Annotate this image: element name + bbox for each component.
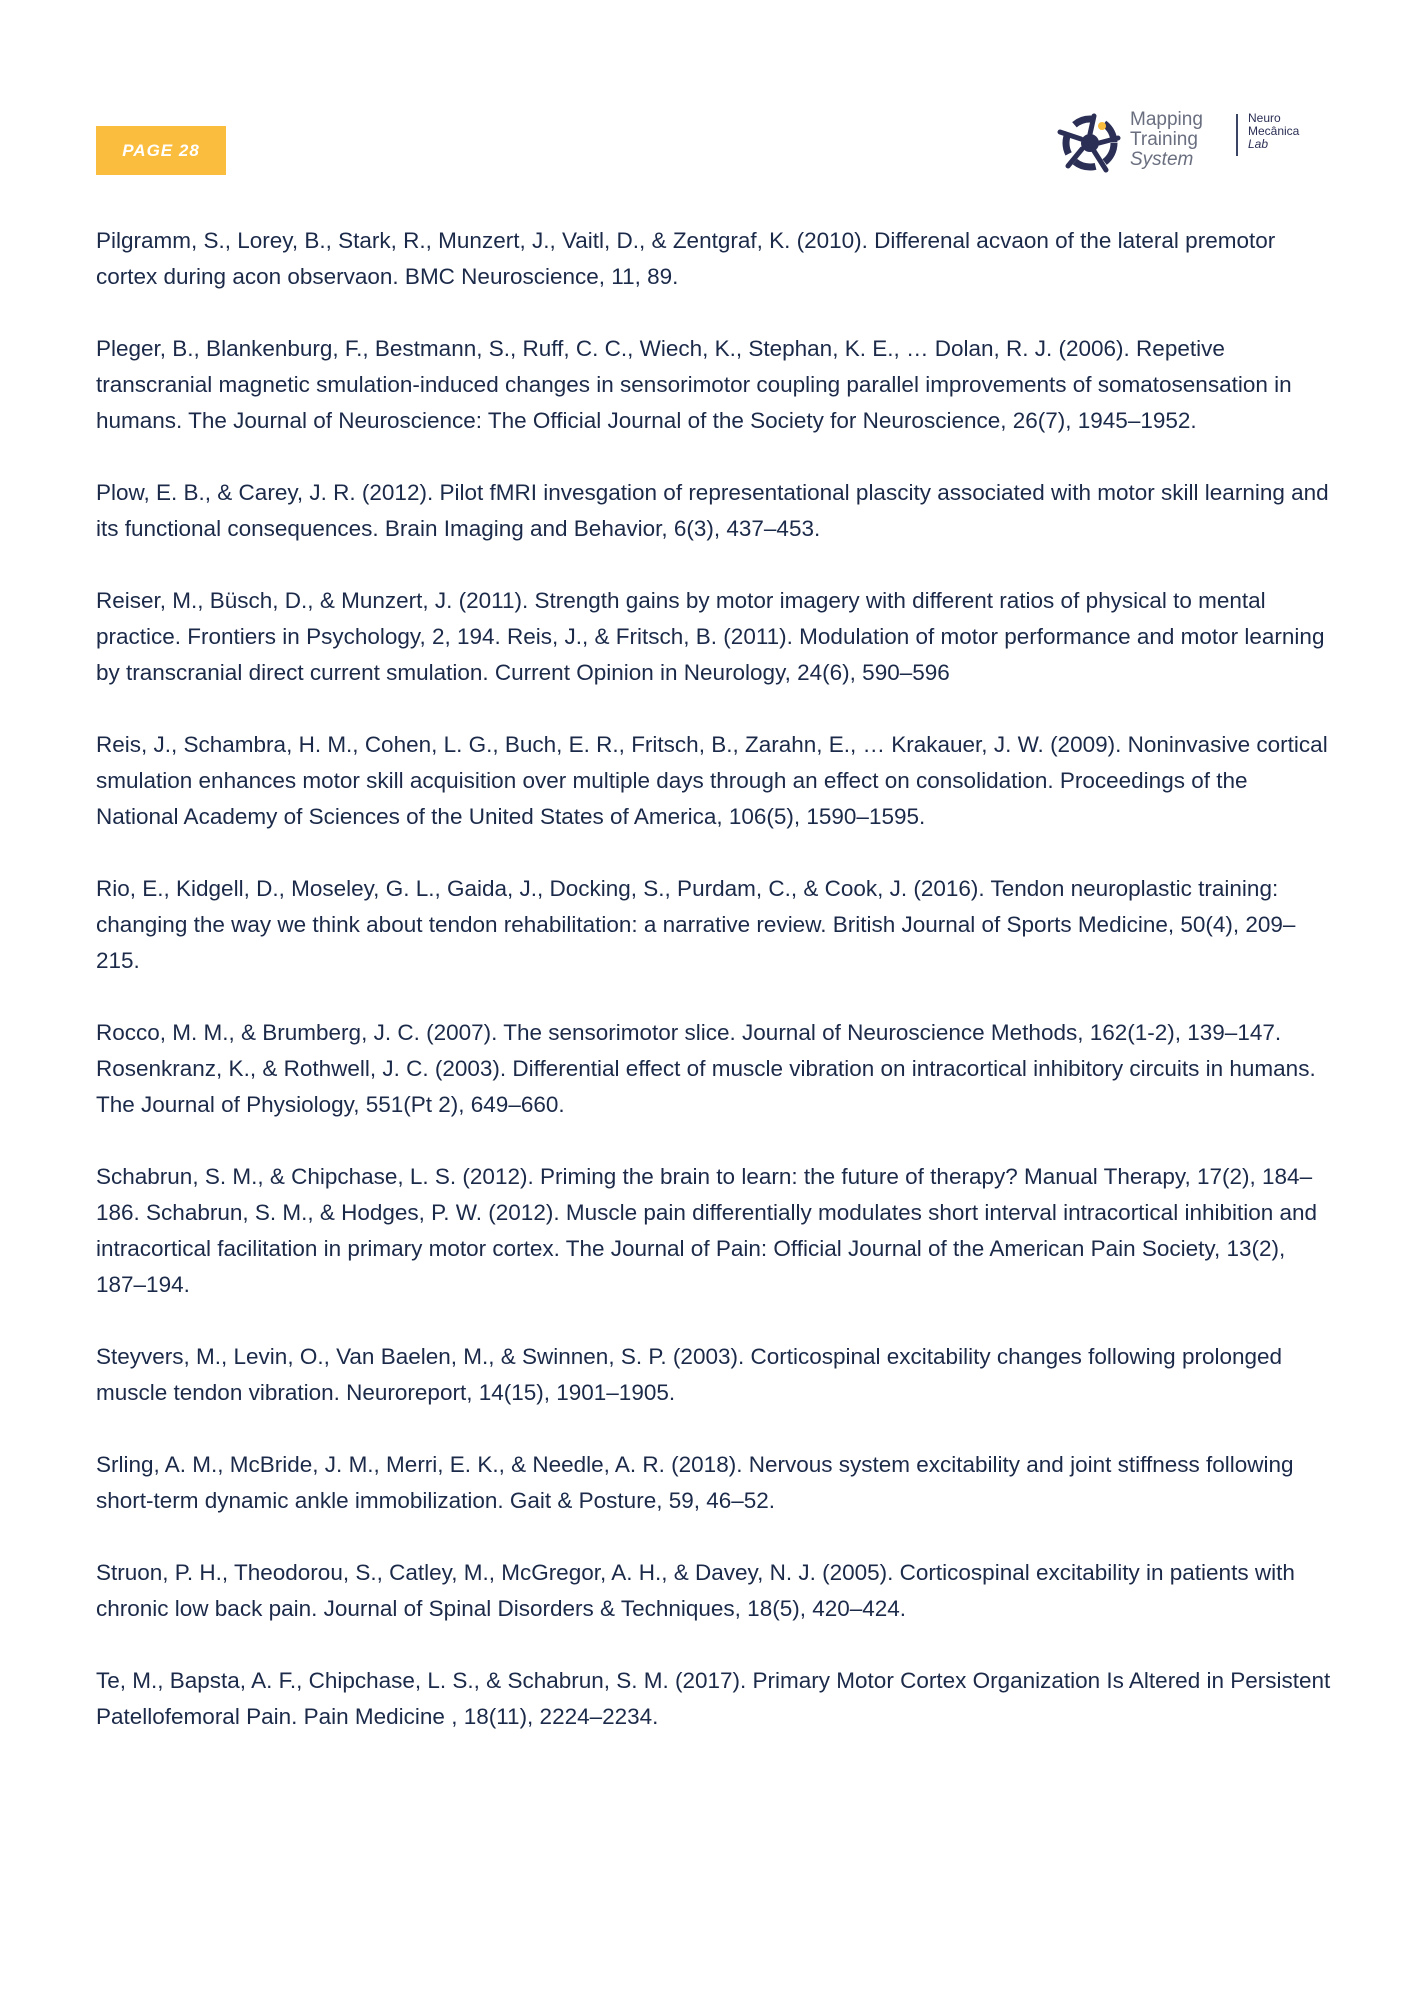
- reference-item: Schabrun, S. M., & Chipchase, L. S. (2012). Priming the brain to learn: the future of therapy? Manual Therapy, 17(2), 184–186. Schabrun, S. M., & Hodges, P. W. (2012). Muscle pain differentially modulates short interval intracortical inhibition and intracortical facilitation in primary motor cortex. The Journal of Pain: Official Journal of the American Pain Society, 13(2), 187–194.: [96, 1164, 1318, 1297]
- reference-item: Reis, J., Schambra, H. M., Cohen, L. G., Buch, E. R., Fritsch, B., Zarahn, E., … Krakauer, J. W. (2009). Noninvasive cortical smulation enhances motor skill acquisition over multiple days through an effect on consolidation. Proceedings of the National Academy of Sciences of the United States of America, 106(5), 1590–1595.: [96, 732, 1328, 829]
- page-number-label: PAGE 28: [122, 140, 200, 160]
- logo-wordmark: [1130, 110, 1230, 170]
- reference-list: [96, 223, 1336, 1771]
- reference-item: Struon, P. H., Theodorou, S., Catley, M., McGregor, A. H., & Davey, N. J. (2005). Corticospinal excitability in patients with chronic low back pain. Journal of Spinal Disorders & Techniques, 18(5), 420–424.: [96, 1560, 1295, 1621]
- reference-item: Plow, E. B., & Carey, J. R. (2012). Pilot fMRI invesgation of representational plascity associated with motor skill learning and its functional consequences. Brain Imaging and Behavior, 6(3), 437–453.: [96, 480, 1329, 541]
- neuron-logo-icon: [1056, 112, 1122, 174]
- reference-item: Rio, E., Kidgell, D., Moseley, G. L., Gaida, J., Docking, S., Purdam, C., & Cook, J. (2016). Tendon neuroplastic training: changing the way we think about tendon rehabilitation: a narrative review. British Journal of Sports Medicine, 50(4), 209–215.: [96, 876, 1296, 973]
- reference-item: Rocco, M. M., & Brumberg, J. C. (2007). The sensorimotor slice. Journal of Neuroscience Methods, 162(1-2), 139–147. Rosenkranz, K., & Rothwell, J. C. (2003). Differential effect of muscle vibration on intracortical inhibitory circuits in humans. The Journal of Physiology, 551(Pt 2), 649–660.: [96, 1020, 1316, 1117]
- logo-line-training: Training: [1130, 129, 1198, 150]
- reference-item: Steyvers, M., Levin, O., Van Baelen, M., & Swinnen, S. P. (2003). Corticospinal excitability changes following prolonged muscle tendon vibration. Neuroreport, 14(15), 1901–1905.: [96, 1344, 1283, 1405]
- logo-divider: [1236, 114, 1238, 156]
- logo-lab-name: [1248, 112, 1299, 151]
- page-badge: [96, 126, 226, 175]
- brand-logo: [1056, 108, 1326, 178]
- logo-lab-line-neuro: Neuro: [1248, 111, 1281, 125]
- reference-item: Te, M., Bapsta, A. F., Chipchase, L. S., & Schabrun, S. M. (2017). Primary Motor Cortex Organization Is Altered in Persistent Patellofemoral Pain. Pain Medicine , 18(11), 2224–2234.: [96, 1668, 1331, 1729]
- logo-line-mapping: Mapping: [1130, 109, 1203, 130]
- logo-lab-line-mecanica: Mecânica: [1248, 124, 1300, 138]
- logo-lab-line-lab: Lab: [1248, 137, 1269, 151]
- reference-item: Pilgramm, S., Lorey, B., Stark, R., Munzert, J., Vaitl, D., & Zentgraf, K. (2010). Differenal acvaon of the lateral premotor cortex during acon observaon. BMC Neuroscience, 11, 89.: [96, 228, 1276, 289]
- reference-item: Reiser, M., Büsch, D., & Munzert, J. (2011). Strength gains by motor imagery with different ratios of physical to mental practice. Frontiers in Psychology, 2, 194. Reis, J., & Fritsch, B. (2011). Modulation of motor performance and motor learning by transcranial direct current smulation. Current Opinion in Neurology, 24(6), 590–596: [96, 588, 1325, 685]
- reference-item: Srling, A. M., McBride, J. M., Merri, E. K., & Needle, A. R. (2018). Nervous system excitability and joint stiffness following short-term dynamic ankle immobilization. Gait & Posture, 59, 46–52.: [96, 1452, 1294, 1513]
- logo-line-system: System: [1130, 149, 1194, 170]
- reference-item: Pleger, B., Blankenburg, F., Bestmann, S., Ruff, C. C., Wiech, K., Stephan, K. E., … Dolan, R. J. (2006). Repetive transcranial magnetic smulation-induced changes in sensorimotor coupling parallel improvements of somatosensation in humans. The Journal of Neuroscience: The Official Journal of the Society for Neuroscience, 26(7), 1945–1952.: [96, 336, 1292, 433]
